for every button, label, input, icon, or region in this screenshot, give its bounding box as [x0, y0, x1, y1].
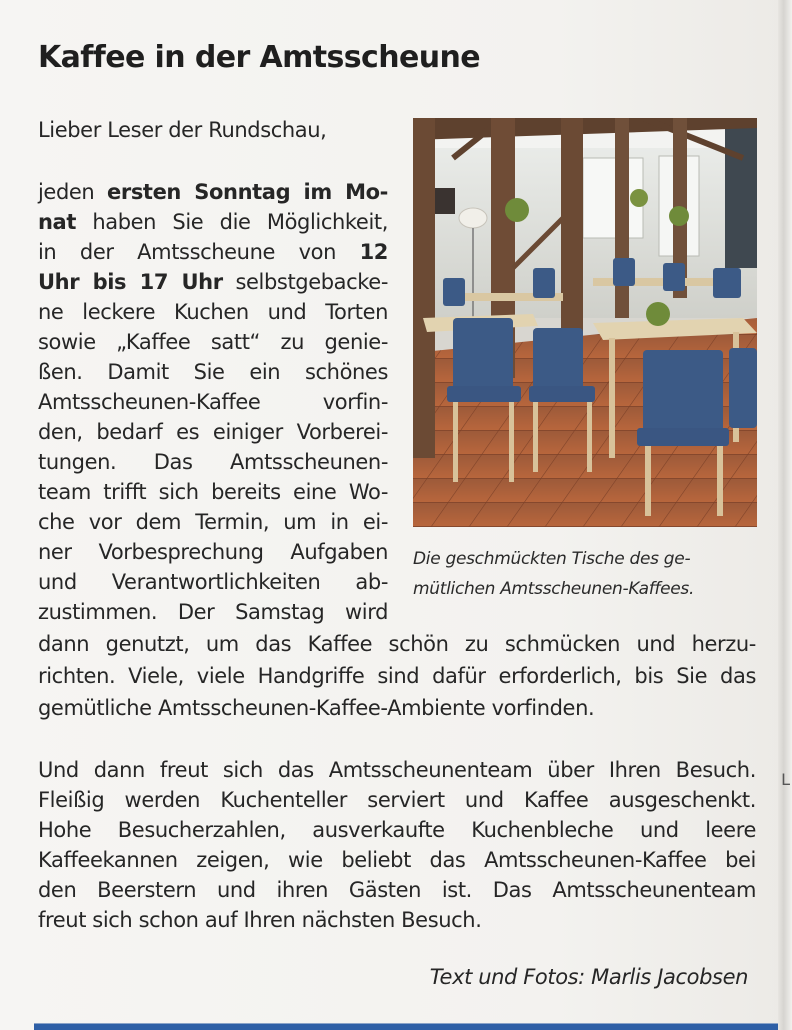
body-line: den, bedarf es einiger Vorberei- — [38, 420, 388, 444]
photo-caption-line-2: mütlichen Amtsscheunen-Kaffees. — [413, 579, 695, 599]
wooden-post — [561, 118, 583, 348]
body-line: gemütliche Amtsscheunen-Kaffee-Ambiente vorfinden. — [38, 696, 595, 720]
bold-text: Uhr bis 17 Uhr — [38, 270, 223, 294]
dark-door — [725, 118, 757, 268]
article-headline: Kaffee in der Amtsscheune — [38, 40, 480, 75]
chair — [613, 258, 635, 286]
bold-text: ersten Sonntag im Mo- — [107, 180, 388, 204]
plant-decoration — [630, 189, 648, 207]
bottom-color-strip — [34, 1023, 778, 1030]
body-line: freut sich schon auf Ihren nächsten Besuch. — [38, 908, 482, 932]
chair — [713, 268, 741, 298]
body-line: Und dann freut sich das Amtsscheunenteam über Ihren Besuch. — [38, 758, 756, 782]
floor-lamp — [459, 208, 487, 228]
chair — [729, 348, 757, 428]
body-line: ner Vorbesprechung Aufgaben — [38, 540, 388, 564]
body-line: che vor dem Termin, um in ei- — [38, 510, 388, 534]
body-line: zustimmen. Der Samstag wird — [38, 600, 388, 624]
body-line: Fleißig werden Kuchenteller serviert und Kaffee ausgeschenkt. — [38, 788, 756, 812]
body-line: Hohe Besucherzahlen, ausverkaufte Kuchenbleche und leere — [38, 818, 756, 842]
plant-decoration — [669, 206, 689, 226]
photo-illustration — [413, 118, 757, 527]
body-line: ne leckere Kuchen und Torten — [38, 300, 388, 324]
author-credit: Text und Fotos: Marlis Jacobsen — [429, 965, 748, 989]
margin-mark: L — [781, 770, 790, 789]
plant-decoration — [505, 198, 529, 222]
body-line: tungen. Das Amtsscheunen- — [38, 450, 388, 474]
body-line — [38, 238, 388, 266]
wooden-post — [615, 118, 629, 318]
body-line: Amtsscheunen-Kaffee vorfin- — [38, 390, 388, 414]
body-line: ßen. Damit Sie ein schönes — [38, 360, 388, 384]
chair — [663, 263, 685, 291]
wooden-post — [413, 118, 435, 458]
body-line — [38, 208, 388, 236]
body-line: sowie „Kaffee satt“ zu genie- — [38, 330, 388, 354]
text-run: jeden — [38, 180, 108, 204]
chair — [443, 278, 465, 306]
table-leg — [609, 338, 615, 458]
table — [593, 278, 713, 286]
table-flowers — [646, 302, 670, 326]
body-line: und Verantwortlichkeiten ab- — [38, 570, 388, 594]
cafe-interior-photo — [413, 118, 757, 527]
body-line — [38, 268, 388, 296]
photo-caption-line-1: Die geschmückten Tische des ge- — [413, 549, 691, 569]
chair — [533, 268, 555, 298]
body-line: den Beerstern und ihren Gästen ist. Das Amtsscheunenteam — [38, 878, 756, 902]
adjacent-page-edge — [778, 0, 792, 1030]
bold-text: nat — [38, 210, 76, 234]
body-line: dann genutzt, um das Kaffee schön zu schmücken und herzu- — [38, 632, 756, 656]
bold-text: 12 — [359, 240, 388, 264]
salutation: Lieber Leser der Rundschau, — [38, 118, 327, 142]
text-run: in der Amtsscheune von — [38, 240, 360, 264]
text-run: selbstgebacke- — [222, 270, 389, 294]
body-line: team trifft sich bereits eine Wo- — [38, 480, 388, 504]
body-line: Kaffeekannen zeigen, wie beliebt das Amtsscheunen-Kaffee bei — [38, 848, 756, 872]
text-run: haben Sie die Möglichkeit, — [75, 210, 388, 234]
body-line — [38, 178, 388, 206]
body-line: richten. Viele, viele Handgriffe sind dafür erforderlich, bis Sie das — [38, 664, 756, 688]
